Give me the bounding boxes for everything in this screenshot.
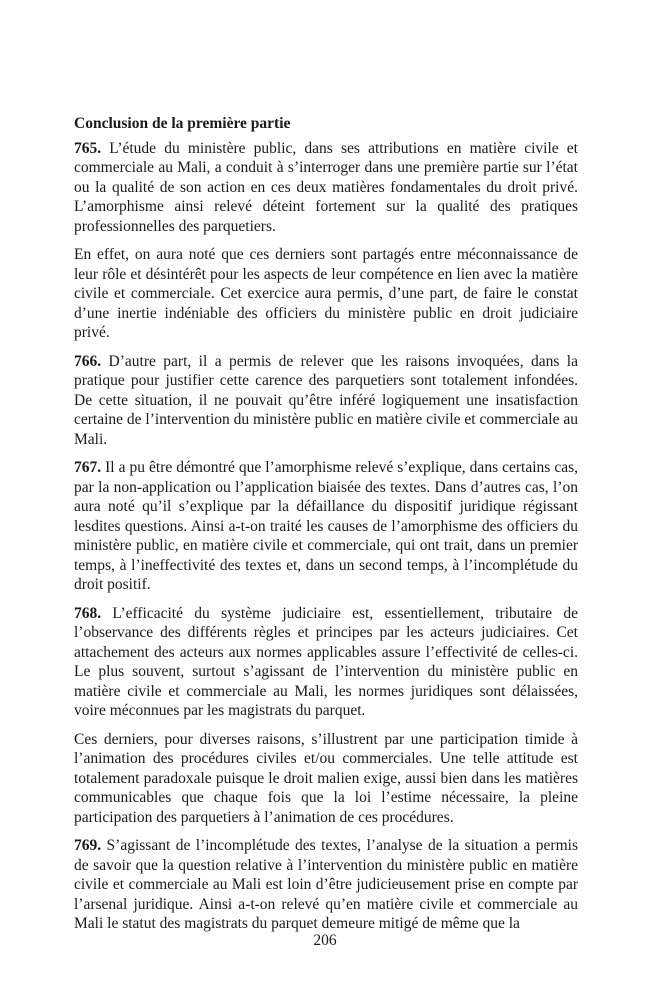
paragraph-text: En effet, on aura noté que ces derniers sont partagés entre méconnaissance de leur rôle et désintérêt pour les aspects de leur compétence en lien avec la matière civile et commerciale. Cet exercice aura permis, d’une part, de faire le constat d’une inertie indéniable des officiers du ministère public en droit judiciaire privé.	[74, 246, 578, 341]
paragraph-768-continued	[74, 730, 578, 828]
section-heading: Conclusion de la première partie	[74, 115, 291, 132]
paragraph-767	[74, 458, 578, 595]
paragraph-number: 766.	[74, 352, 102, 370]
paragraph-number: 768.	[74, 604, 102, 622]
paragraph-769	[74, 836, 578, 934]
paragraph-766	[74, 352, 578, 450]
paragraph-text: L’efficacité du système judiciaire est, essentiellement, tributaire de l’observance des différents règles et principes par les acteurs judiciaires. Cet attachement des acteurs aux normes applicables assure l’effectivité de celles-ci. Le plus souvent, surtout s’agissant de l’intervention du ministère public en matière civile et commerciale au Mali, les normes juridiques sont délaissées, voire méconnues par les magistrats du parquet.	[74, 604, 578, 719]
page-body	[74, 114, 578, 943]
paragraph-text: D’autre part, il a permis de relever que les raisons invoquées, dans la pratique pour justifier cette carence des parquetiers sont totalement infondées. De cette situation, il ne pouvait qu’être inféré logiquement une insatisfaction certaine de l’intervention du ministère public en matière civile et commerciale au Mali.	[74, 352, 578, 448]
page-number: 206	[313, 932, 337, 949]
paragraph-768	[74, 604, 578, 721]
paragraph-number: 765.	[74, 139, 102, 157]
paragraph-text: L’étude du ministère public, dans ses attributions en matière civile et commerciale au Mali, a conduit à s’interroger dans une première partie sur l’état ou la qualité de son action en ces deux matières fondamentales du droit privé. L’amorphisme ainsi relevé déteint fortement sur la qualité des pratiques professionnelles des parquetiers.	[74, 139, 578, 235]
paragraph-765-continued	[74, 245, 578, 343]
paragraph-text: Ces derniers, pour diverses raisons, s’illustrent par une participation timide à l’animation des procédures civiles et/ou commerciales. Une telle attitude est totalement paradoxale puisque le droit malien exige, aussi bien dans les matières communicables que chaque fois que la loi l’estime nécessaire, la pleine participation des parquetiers à l’animation de ces procédures.	[74, 730, 578, 826]
paragraph-number: 769.	[74, 837, 102, 854]
paragraph-765	[74, 139, 578, 237]
paragraph-text: Il a pu être démontré que l’amorphisme relevé s’explique, dans certains cas, par la non-application ou l’application biaisée des textes. Dans d’autres cas, l’on aura noté qu’il s’explique par la défaillance du dispositif juridique régissant lesdites questions. Ainsi a-t-on traité les causes de l’amorphisme des officiers du ministère public, en matière civile et commerciale, qui ont trait, dans un premier temps, à l’ineffectivité des textes et, dans un second temps, à l’incomplétude du droit positif.	[74, 459, 578, 593]
paragraph-number: 767.	[74, 459, 102, 476]
paragraph-text: S’agissant de l’incomplétude des textes, l’analyse de la situation a permis de savoir que la question relative à l’intervention du ministère public en matière civile et commerciale au Mali est loin d’être judicieusement prise en compte par l’arsenal juridique. Ainsi a-t-on relevé qu’en matière civile et commerciale au Mali le statut des magistrats du parquet demeure mitigé de même que la	[74, 837, 578, 932]
